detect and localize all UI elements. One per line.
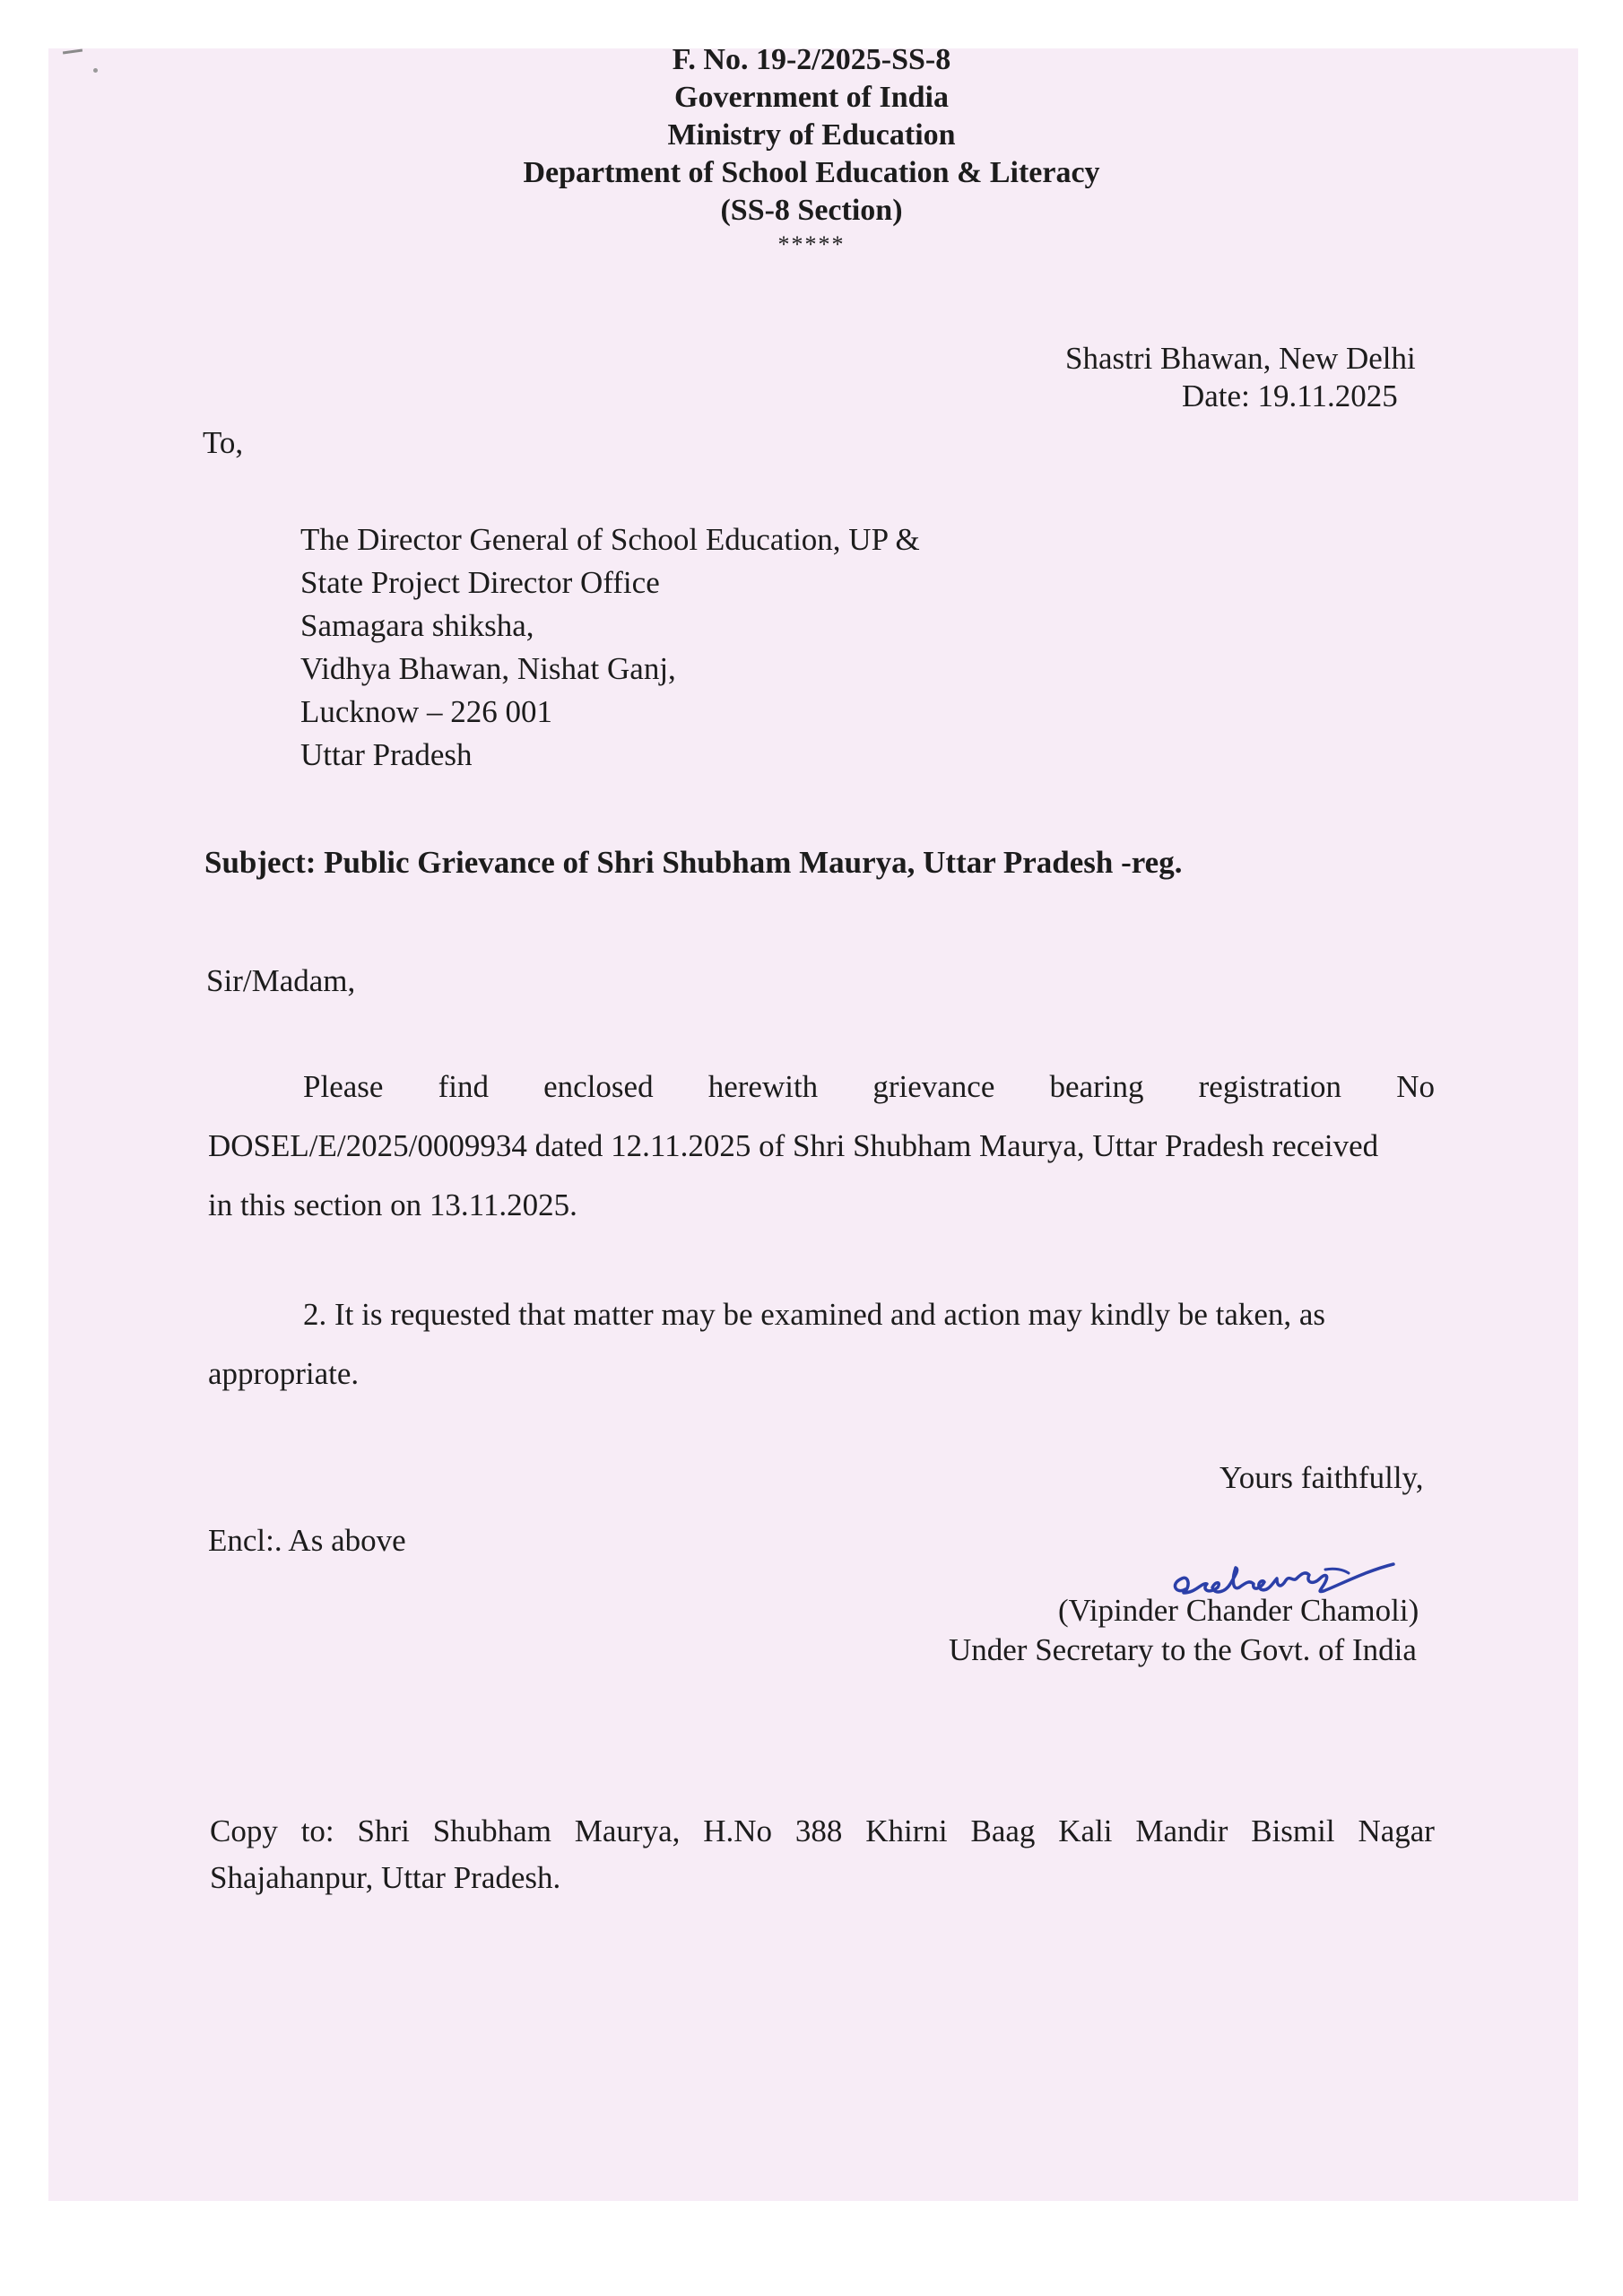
addressee-line: Samagara shiksha,: [300, 608, 534, 643]
paragraph-word: No: [1396, 1069, 1435, 1104]
addressee-line: Vidhya Bhawan, Nishat Ganj,: [300, 651, 676, 686]
copy-to-word: Copy: [210, 1813, 278, 1848]
paragraph-word: bearing: [1049, 1069, 1144, 1104]
paragraph-word: Please: [303, 1069, 384, 1104]
place: Shastri Bhawan, New Delhi: [1065, 341, 1416, 376]
addressee-line: Lucknow – 226 001: [300, 694, 552, 729]
signatory-designation: Under Secretary to the Govt. of India: [949, 1632, 1417, 1667]
letter-date: Date: 19.11.2025: [1182, 378, 1398, 413]
copy-to-word: 388: [794, 1813, 843, 1848]
signatory-name: (Vipinder Chander Chamoli): [1058, 1593, 1419, 1628]
to-label: To,: [203, 425, 244, 460]
paragraph-word: registration: [1198, 1069, 1342, 1104]
copy-to-word: Bismil: [1251, 1813, 1335, 1848]
file-number: F. No. 19-2/2025-SS-8: [672, 43, 951, 76]
subject-line: Subject: Public Grievance of Shri Shubham Maurya, Uttar Pradesh -reg.: [204, 845, 1183, 880]
header-stars: *****: [777, 231, 846, 257]
closing: Yours faithfully,: [1219, 1460, 1424, 1495]
addressee-line: The Director General of School Education, UP &: [300, 522, 920, 557]
paragraph-word: herewith: [707, 1069, 819, 1104]
paragraph-word: grievance: [872, 1069, 995, 1104]
copy-to-word: Maurya,: [574, 1813, 681, 1848]
paragraph-word: find: [438, 1069, 489, 1104]
paragraph-2-line-2: appropriate.: [208, 1356, 360, 1391]
copy-to-word: to:: [300, 1813, 334, 1848]
government-heading: Government of India: [674, 81, 949, 114]
copy-to-word: Khirni: [865, 1813, 948, 1848]
salutation: Sir/Madam,: [206, 963, 356, 998]
paragraph-1-line-1: [303, 1069, 1435, 1105]
copy-to-word: Shri: [357, 1813, 410, 1848]
department-heading: Department of School Education & Literacy: [523, 156, 1100, 189]
copy-to-line-1: [210, 1813, 1435, 1849]
paragraph-1-line-2: DOSEL/E/2025/0009934 dated 12.11.2025 of Shri Shubham Maurya, Uttar Pradesh received: [208, 1128, 1379, 1163]
addressee-line: State Project Director Office: [300, 565, 660, 600]
section-heading: (SS-8 Section): [720, 194, 903, 227]
copy-to-word: H.No: [703, 1813, 773, 1848]
copy-to-word: Kali: [1058, 1813, 1113, 1848]
copy-to-line-2: Shajahanpur, Uttar Pradesh.: [210, 1860, 561, 1895]
ministry-heading: Ministry of Education: [667, 118, 956, 152]
copy-to-word: Baag: [970, 1813, 1036, 1848]
copy-to-word: Shubham: [432, 1813, 551, 1848]
addressee-line: Uttar Pradesh: [300, 737, 473, 772]
copy-to-word: Mandir: [1135, 1813, 1228, 1848]
paragraph-2-line-1: 2. It is requested that matter may be examined and action may kindly be taken, as: [303, 1297, 1326, 1332]
copy-to-word: Nagar: [1358, 1813, 1435, 1848]
paragraph-1-line-3: in this section on 13.11.2025.: [208, 1187, 577, 1222]
enclosure: Encl:. As above: [208, 1523, 406, 1558]
paragraph-word: enclosed: [543, 1069, 654, 1104]
